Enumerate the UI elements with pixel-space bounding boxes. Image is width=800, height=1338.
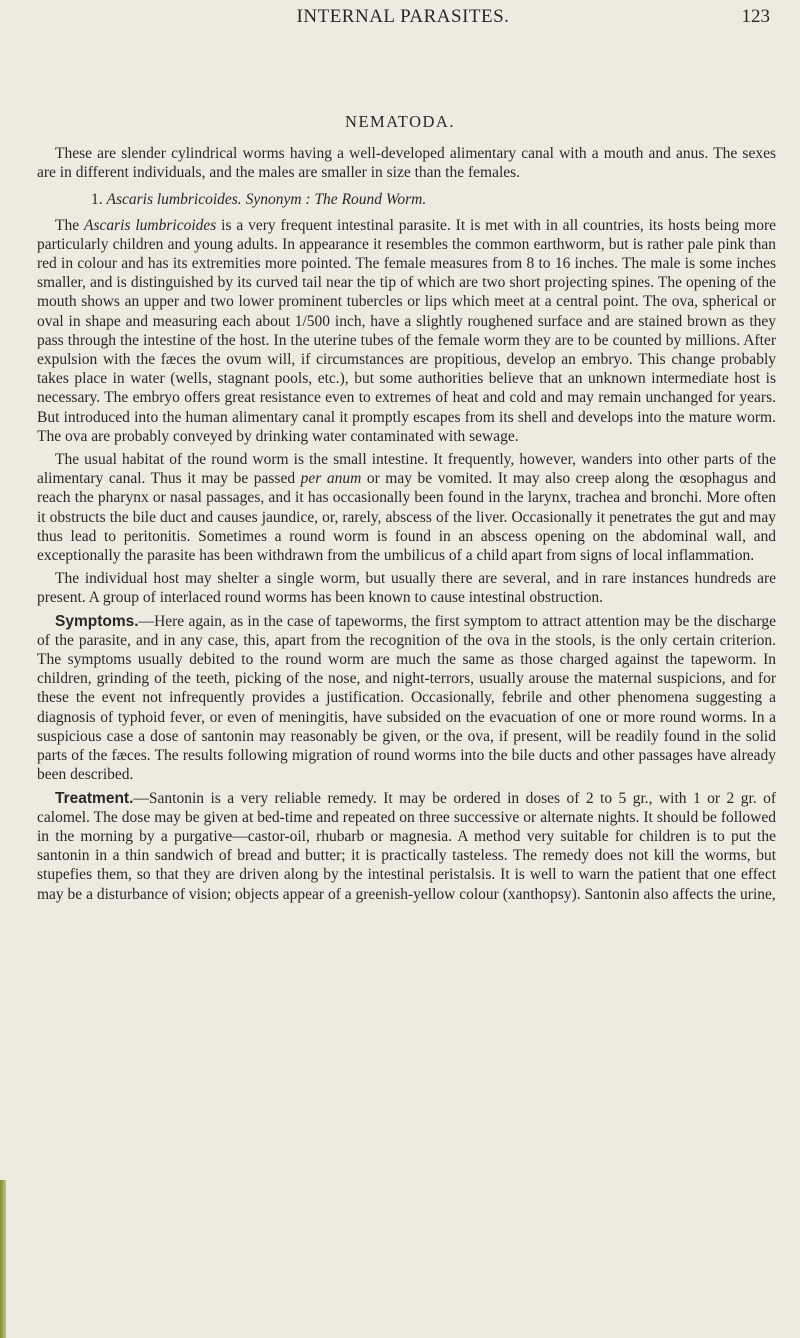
- intro-paragraph: These are slender cylindrical worms having a well-developed alimentary canal with a mouth and anus. The sexes are in different individuals, and the males are smaller in size than the females.: [37, 145, 776, 182]
- running-head: [36, 6, 770, 32]
- habitat-paragraph: [37, 450, 776, 565]
- symptoms-text: —Here again, as in the case of tapeworms, the first symptom to attract attention may be the discharge of the parasite, and in any case, this, apart from the recognition of the ova in the stools, is the only certain criterion. The symptoms usually debited to the round worm are much the same as those charged against the tapeworm. In children, grinding of the teeth, picking of the nose, and night-terrors, usually arouse the maternal suspicions, and for these the event not infrequently provides a justification. Occasionally, febrile and other phenomena suggesting a diagnosis of typhoid fever, or even of meningitis, have subsided on the evacuation of one or more round worms. In a suspicious case a dose of santonin may reasonably be given, or the ova, if present, will be readily found in the solid parts of the fæces. The results following migration of round worms into the bile ducts and other passages have already been described.: [37, 612, 776, 784]
- synonym-label: Synonym :: [245, 191, 311, 209]
- page-number: 123: [741, 6, 770, 27]
- body-text: [37, 144, 776, 908]
- species-number: 1.: [91, 191, 103, 209]
- description-paragraph: [37, 216, 776, 446]
- symptoms-paragraph: [37, 612, 776, 785]
- description-lead: The: [55, 216, 80, 234]
- species-heading: [37, 190, 776, 209]
- description-text: is a very frequent intestinal parasite. It is met with in all countries, its hosts being more particularly children and young adults. In appearance it resembles the common earthworm, but is rather pale pink than red in colour and has its extremities more pointed. The female measures from 8 to 16 inches. The male is some inches smaller, and is distinguished by its curved tail near the tip of which are two short projecting spines. The opening of the mouth shows an upper and two lower prominent tubercles or lips which meet at a central point. The ova, spherical or oval in shape and measuring each about 1/500 inch, have a slightly roughened surface and are stained brown as they pass through the intestine of the host. In the uterine tubes of the female worm they are to be counted by millions. After expulsion with the fæces the ovum will, if circumstances are propitious, develop an embryo. This change probably takes place in water (wells, stagnant pools, etc.), but some authorities believe that an unknown intermediate host is necessary. The embryo offers great resistance even to extremes of heat and cold and may remain unchanged for years. But introduced into the human alimentary canal it promptly escapes from its shell and develops into the mature worm. The ova are probably conveyed by drinking water contaminated with sewage.: [37, 216, 777, 445]
- species-name: Ascaris lumbricoides.: [106, 191, 242, 209]
- binding-edge: [0, 1180, 6, 1338]
- host-paragraph: The individual host may shelter a single worm, but usually there are several, and in rare instances hundreds are present. A group of interlaced round worms has been known to cause intestinal obstruction.: [37, 570, 776, 607]
- description-species-name: Ascaris lumbricoides: [83, 216, 217, 234]
- habitat-text-start: The usual habitat of the round worm is the small intestine. It frequently, however, wanders into other parts of the alimentary canal. Thus it may be passed: [37, 451, 776, 488]
- running-title: INTERNAL PARASITES.: [296, 6, 510, 27]
- treatment-paragraph: [37, 789, 776, 904]
- treatment-heading: Treatment.: [55, 789, 134, 807]
- treatment-text: —Santonin is a very reliable remedy. It may be ordered in doses of 2 to 5 gr., with 1 or 2 gr. of calomel. The dose may be given at bed-time and repeated on three successive or alternate nights. It should be followed in the morning by a purgative—castor-oil, rhubarb or magnesia. A method very suitable for children is to put the santonin in a thin sandwich of bread and butter; it is practically tasteless. The remedy does not kill the worms, but stupefies them, so that they are driven along by the intestinal peristalsis. It is well to warn the patient that one effect may be a disturbance of vision; objects appear of a greenish-yellow colour (xanthopsy). Santonin also affects the urine,: [37, 789, 776, 903]
- symptoms-heading: Symptoms.: [55, 612, 139, 630]
- habitat-italic-phrase: per anum: [300, 470, 362, 488]
- habitat-text-end: or may be vomited. It may also creep along the œsophagus and reach the pharynx or nasal passages, and it has occasionally been found in the larynx, trachea and bronchi. More often it obstructs the bile duct and causes jaundice, or, rarely, abscess of the liver. Occasionally it penetrates the gut and may thus lead to peritonitis. Sometimes a round worm is found in an abscess opening on the abdominal wall, and exceptionally the parasite has been withdrawn from the umbilicus of a child apart from signs of local inflammation.: [37, 470, 777, 565]
- synonym-value: The Round Worm.: [314, 191, 427, 209]
- section-heading: NEMATODA.: [345, 112, 455, 131]
